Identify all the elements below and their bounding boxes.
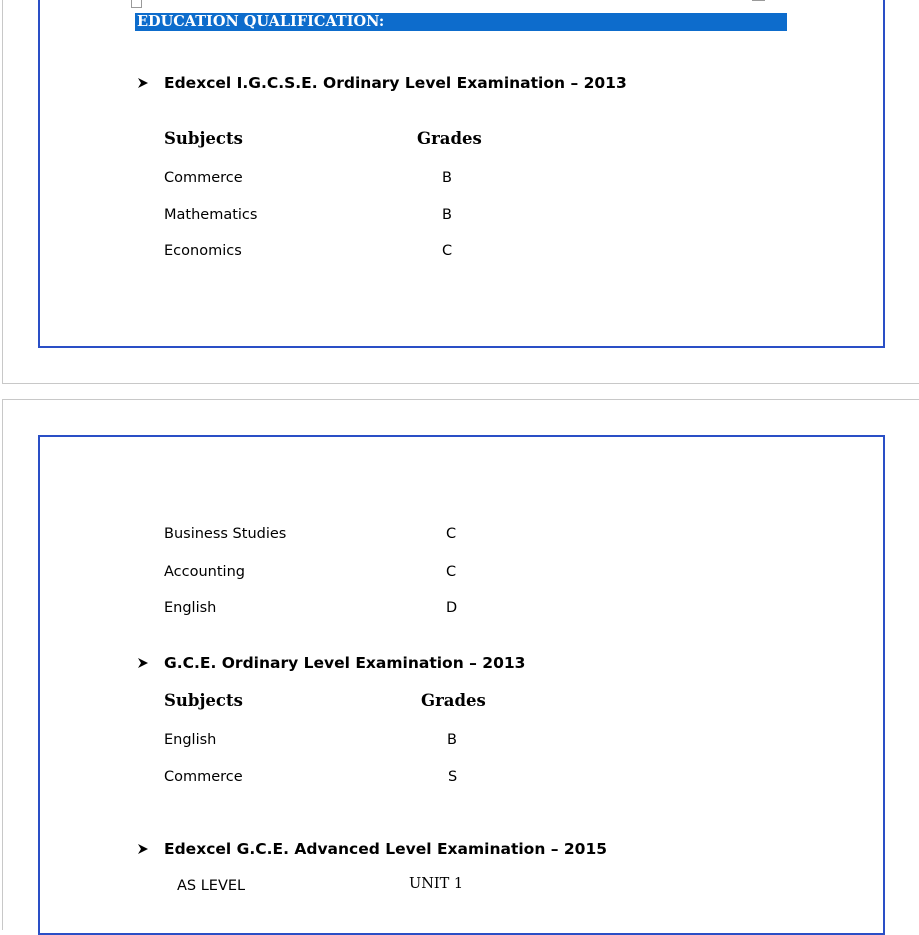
exam-title[interactable]: Edexcel G.C.E. Advanced Level Examination – 2015 — [164, 840, 608, 858]
arrow-bullet-icon — [137, 657, 151, 671]
subject-name: Commerce — [164, 170, 243, 186]
level-label: AS LEVEL — [177, 878, 246, 894]
page-border-frame-2 — [38, 435, 885, 935]
unit-label: UNIT 1 — [409, 876, 464, 892]
text-anchor-mark — [752, 0, 765, 1]
subjects-column-header: Subjects — [164, 691, 243, 710]
subject-grade: D — [446, 600, 458, 616]
subject-name: English — [164, 732, 217, 748]
subject-grade: S — [448, 769, 458, 785]
subject-grade: B — [442, 170, 452, 186]
arrow-bullet-icon — [137, 77, 151, 91]
subject-grade: B — [447, 732, 457, 748]
subject-grade: C — [446, 526, 457, 542]
subject-grade: B — [442, 207, 452, 223]
text-anchor-mark — [131, 0, 142, 8]
subject-grade: C — [442, 243, 453, 259]
exam-title[interactable]: G.C.E. Ordinary Level Examination – 2013 — [164, 654, 526, 672]
subject-name: Mathematics — [164, 207, 258, 223]
page-gap — [0, 385, 919, 399]
section-heading[interactable]: EDUCATION QUALIFICATION: — [135, 13, 787, 31]
grades-column-header: Grades — [421, 691, 486, 710]
subject-name: Accounting — [164, 564, 245, 580]
subjects-column-header: Subjects — [164, 129, 243, 148]
subject-grade: C — [446, 564, 457, 580]
arrow-bullet-icon — [137, 843, 151, 857]
subject-name: Commerce — [164, 769, 243, 785]
subject-name: English — [164, 600, 217, 616]
subject-name: Economics — [164, 243, 242, 259]
grades-column-header: Grades — [417, 129, 482, 148]
exam-title[interactable]: Edexcel I.G.C.S.E. Ordinary Level Examination – 2013 — [164, 74, 627, 92]
subject-name: Business Studies — [164, 526, 287, 542]
